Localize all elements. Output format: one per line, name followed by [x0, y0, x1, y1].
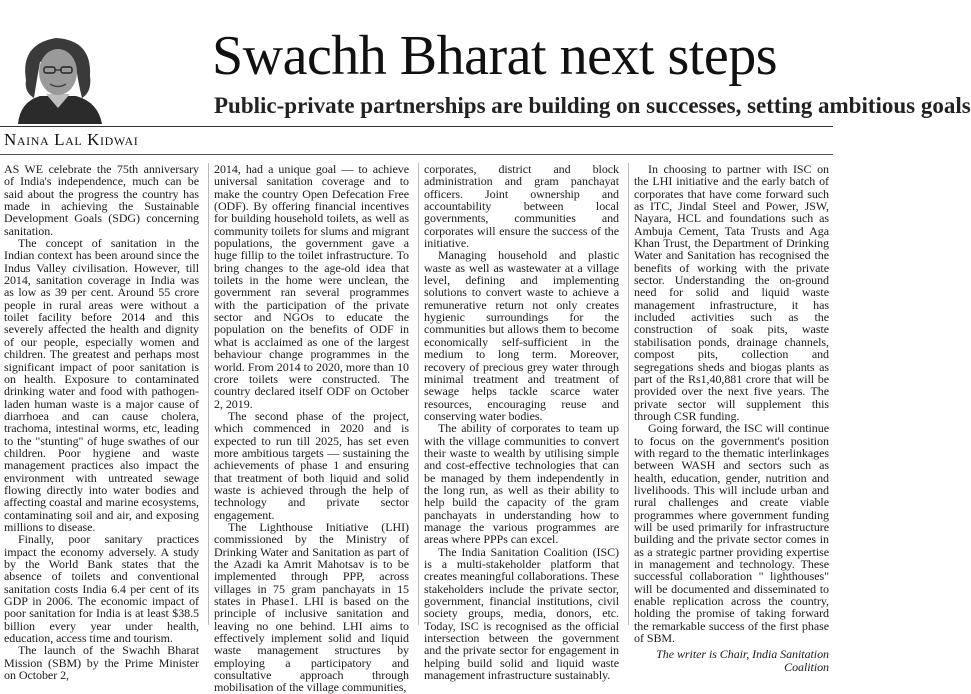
byline-top-rule [0, 126, 833, 127]
paragraph: Finally, poor sanitary practices impact the economy adversely. A study by the World Bank states that the absence of toilets and conventional sanitation costs India 6.4 per cent of its GDP in 2006. The economic impact of poor sanitation for India is at least $38.5 billion every year under health, education, access time and tourism. [4, 532, 199, 646]
author-byline: Naina Lal Kidwai [4, 130, 139, 149]
paragraph: The India Sanitation Coalition (ISC) is a multi-stakeholder platform that creates meaningful collaborations. These stakeholders include the private sector, government, financial institutions, civil society groups, media, donors, etc. Today, ISC is recognised as the official intersection between the government and the private sector for engagement in helping build solid and liquid waste management infrastructure sustainably. [424, 544, 619, 683]
article-column-3 [424, 162, 619, 683]
paragraph: Going forward, the ISC will continue to focus on the government's position with regard to the thematic interlinkages between WASH and sectors such as health, education, gender, nutrition and livelihoods. This will include urban and rural challenges and create viable programmes where government funding will be used primarily for infrastructure building and the private sector comes in as a strategic partner providing expertise in management and technology. These successful collaboration " lighthouses" will be documented and disseminated to enable replication across the country, holding the promise of taking forward the remarkable success of the first phase of SBM. [634, 421, 829, 646]
paragraph: AS WE celebrate the 75th anniversary of India's independence, much can be said about the progress the country has made in achieving the Sustainable Development Goals (SDG) concerning sanitation. [4, 162, 199, 238]
paragraph: In choosing to partner with ISC on the LHI initiative and the early batch of corporates that have come forward such as ITC, Jindal Steel and Power, JSW, Nayara, HCL and foundations such as Ambuja Cement, Tata Trusts and Aga Khan Trust, the Department of Drinking Water and Sanitation has recognised the benefits of working with the private sector. Understanding the on-ground need for solid and liquid waste management infrastructure, it has included activities such as the construction of soak pits, waste stabilisation ponds, drainage channels, compost pits, collection and segregations sheds and biogas plants as part of the Rs1,40,881 crore that will be provided over the next five years. The private sector will supplement this through CSR funding. [634, 162, 829, 423]
paragraph: The ability of corporates to team up with the village communities to convert their waste to wealth by utilising simple and cost-effective technologies that can be managed by them independently in the long run, as well as their ability to help build the capacity of the gram panchayats in understanding how to manage the various programmes are areas where PPPs can excel. [424, 421, 619, 547]
paragraph: Managing household and plastic waste as well as wastewater at a village level, defining and implementing solutions to convert waste to achieve a remunerative return not only creates hygienic surroundings for the communities but allows them to become economically self-sufficient in the medium to long term. Moreover, recovery of precious grey water through minimal treatment and treatment of sewage helps tackle scarce water resources, encouraging reuse and conserving water bodies. [424, 248, 619, 423]
paragraph: The second phase of the project, which commenced in 2020 and is expected to run till 2025, has set even more ambitious targets — sustaining the achievements of phase 1 and ensuring that treatment of both liquid and solid waste is achieved through the help of technology and private sector engagement. [214, 408, 409, 522]
writer-note: The writer is Chair, India Sanitation Coalition [656, 647, 829, 674]
paragraph: The concept of sanitation in the Indian context has been around since the Indus Valley civilisation. However, till 2014, sanitation coverage in India was as low as 39 per cent. Around 55 crore people in rural areas were without a toilet facility before 2014 and this severely affected the health and dignity of our people, especially women and children. The greatest and perhaps most significant impact of poor sanitation is on health. Exposure to contaminated drinking water and food with pathogen-laden human waste is a major cause of diarrhoea and can cause cholera, trachoma, intestinal worms, etc, leading to the "stunting" of huge swathes of our children. Poor hygiene and waste management practices also impact the environment with untreated sewage flowing directly into water bodies and affecting coastal and marine ecosystems, contaminating soil and air, and exposing millions to disease. [4, 236, 199, 534]
byline-bottom-rule [0, 154, 833, 155]
paragraph: The launch of the Swachh Bharat Mission (SBM) by the Prime Minister on October 2, [4, 643, 199, 683]
article-column-1 [4, 162, 199, 683]
article-column-2 [214, 162, 409, 694]
subheadline: Public-private partnerships are building on successes, setting ambitious goals [214, 93, 971, 118]
paragraph: The Lighthouse Initiative (LHI) commissioned by the Ministry of Drinking Water and Sanitation as part of the Azadi ka Amrit Mahotsav is to be implemented through PPP, across villages in 75 gram panchayats in 15 states in Phase1. LHI is based on the principle of inclusive sanitation and leaving no one behind. LHI aims to effectively implement solid and liquid waste management structures by employing a participatory and consultative approach through mobilisation of the village communities, [214, 519, 409, 694]
paragraph: 2014, had a unique goal — to achieve universal sanitation coverage and to make the country Open Defecation Free (ODF). By offering financial incentives for building household toilets, as well as community toilets for slums and migrant populations, the government gave a huge fillip to the toilet infrastructure. To bring changes to the age-old idea that toilets in the home were unclean, the government ran several programmes with the participation of the private sector and NGOs to educate the population on the benefits of ODF in what is acclaimed as one of the largest behaviour change programmes in the world. From 2014 to 2020, more than 10 crore toilets were constructed. The country declared itself ODF on October 2, 2019. [214, 162, 409, 411]
article-column-4 [634, 162, 829, 674]
paragraph: corporates, district and block administration and gram panchayat officers. Joint ownership and accountability between local governments, communities and corporates will ensure the success of the initiative. [424, 162, 619, 251]
article-body [4, 162, 832, 694]
headline: Swachh Bharat next steps [212, 25, 777, 87]
author-portrait [6, 32, 110, 124]
